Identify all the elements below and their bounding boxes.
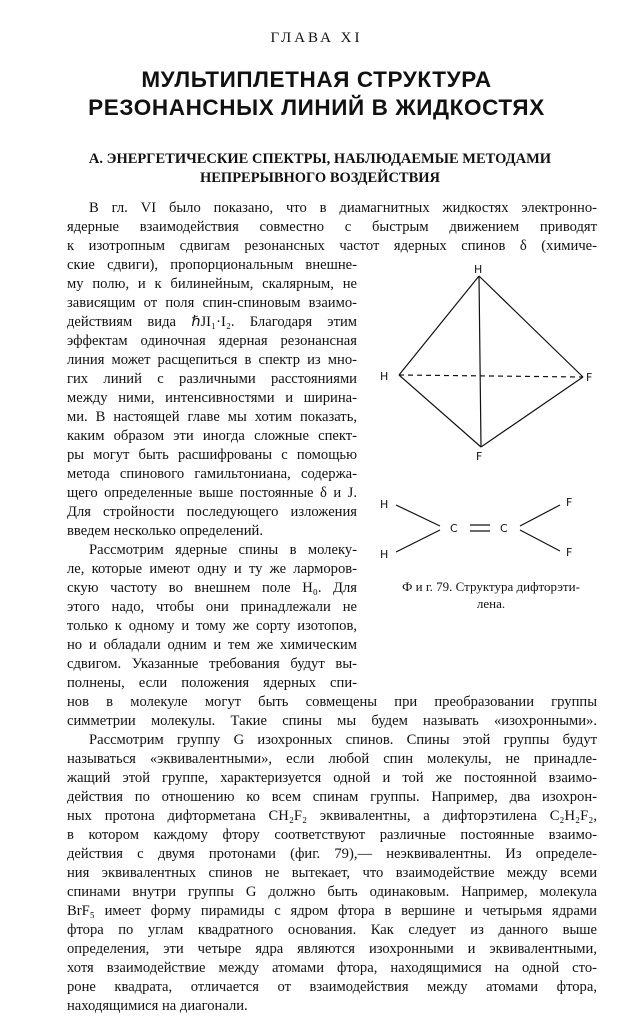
text-line: Для стройности последующего изложения <box>67 504 357 520</box>
section-heading-line: А. ЭНЕРГЕТИЧЕСКИЕ СПЕКТРЫ, НАБЛЮДАЕМЫЕ МЕТОДАМИ <box>88 151 552 167</box>
text-line: только к одному и тому же сорту изотопов, <box>67 618 357 634</box>
atom-label: F <box>566 496 573 509</box>
bond-line <box>520 530 560 551</box>
atom-label: F <box>476 450 483 463</box>
atom-label: C <box>500 522 508 535</box>
text-line: в котором каждому фтору соответствуют различные постоянные взаимо- <box>67 827 597 843</box>
text-line: Рассмотрим группу G изохронных спинов. Спины этой группы будут <box>89 732 597 748</box>
figure-caption <box>380 578 602 612</box>
text-line: щего определенные выше постоянные δ и J. <box>67 485 357 501</box>
text-line: эффектам одиночная ядерная резонансная <box>67 333 357 349</box>
atom-label: H <box>380 548 389 561</box>
text-line: действия по отношению ко всем спинам группы. Например, два изохрон- <box>67 789 597 805</box>
atom-label: H <box>380 498 389 511</box>
text-line: спинами внутри группы G должно быть одинаковым. Например, молекула <box>67 884 597 900</box>
bond-line <box>520 505 560 526</box>
text-line: зависящим от поля спин-спиновым взаимо- <box>67 295 357 311</box>
text-line: находящимися на диагонали. <box>67 998 248 1014</box>
text-line: сдвигом. Указанные требования будут вы- <box>67 656 357 672</box>
pyramid-edge <box>481 377 583 447</box>
figure-caption-line: Ф и г. 79. Структура дифторэти- <box>402 579 580 594</box>
chapter-title-line: МУЛЬТИПЛЕТНАЯ СТРУКТУРА <box>141 67 492 92</box>
text-line: линия может расщепиться в спектр из мно- <box>67 352 357 368</box>
text-line: ми. В настоящей главе мы хотим показать, <box>67 409 357 425</box>
pyramid-hidden-edge <box>399 375 583 377</box>
bond-line <box>396 530 440 552</box>
text-line: называться «эквивалентными», если любой спин молекулы, не принадле- <box>67 751 597 767</box>
difluoroethylene-diagram <box>372 488 600 568</box>
text-line: му полю, и к билинейным, скалярным, не <box>67 276 357 292</box>
pyramid-diagram <box>375 260 600 465</box>
text-line: действия с двумя протонами (фиг. 79),— неэквивалентны. Из определе- <box>67 846 597 862</box>
text-line: ры могут быть расшифрованы с помощью <box>67 447 357 463</box>
text-line: ле, которые имеют одну и ту же ларморов- <box>67 561 357 577</box>
text-line: между ними, интенсивностями и ширина- <box>67 390 357 406</box>
chapter-number: ГЛАВА XI <box>270 30 363 46</box>
text-line: фтора по углам квадратного основания. Как следует из данного выше <box>67 922 597 938</box>
text-line: нов в молекуле могут быть совмещены при преобразовании группы <box>67 694 597 710</box>
pyramid-edge <box>399 375 481 447</box>
text-line: действиям вида ℏJI₁·I₂. Благодаря этим <box>67 314 357 330</box>
bond-line <box>396 505 440 526</box>
chapter-title-line: РЕЗОНАНСНЫХ ЛИНИЙ В ЖИДКОСТЯХ <box>88 95 545 120</box>
text-line: полнены, если положения ядерных спи- <box>67 675 357 691</box>
text-line: метода спинового гамильтониана, содержа- <box>67 466 357 482</box>
text-line: BrF₅ имеет форму пирамиды с ядром фтора в вершине и четырьмя ядрами <box>67 903 597 919</box>
text-line: гих линий с различными расстояниями <box>67 371 357 387</box>
text-line: жащий этой группе, характеризуется одной и той же постоянной взаимо- <box>67 770 597 786</box>
figure-caption-line: лена. <box>476 596 506 611</box>
section-heading-line: НЕПРЕРЫВНОГО ВОЗДЕЙСТВИЯ <box>199 170 441 186</box>
pyramid-edge <box>479 276 481 447</box>
atom-label: H <box>474 263 483 276</box>
text-line: введем несколько определений. <box>67 523 264 539</box>
pyramid-edge <box>399 276 479 375</box>
text-line: определения, эти четыре ядра являются изохронными и эквивалентными, <box>67 941 597 957</box>
text-line: но и обладали одним и тем же химическим <box>67 637 357 653</box>
atom-label: F <box>586 371 593 384</box>
text-line: каким образом эти иногда сложные спект- <box>67 428 357 444</box>
pyramid-edge <box>479 276 583 377</box>
atom-label: F <box>566 546 573 559</box>
section-heading <box>40 150 600 188</box>
atom-label: H <box>380 370 389 383</box>
text-line: роне квадрата, отличается от взаимодействия между атомами фтора, <box>67 979 597 995</box>
text-line: ния эквивалентных спинов не вытекает, что взаимодействие между всеми <box>67 865 597 881</box>
text-line: симметрии молекулы. Такие спины мы будем называть «изохронными». <box>67 713 597 729</box>
atom-label: C <box>450 522 458 535</box>
text-line: В гл. VI было показано, что в диамагнитных жидкостях электронно- <box>89 200 597 216</box>
text-line: ские сдвиги), пропорциональным внешне- <box>67 257 357 273</box>
chapter-title <box>0 66 633 122</box>
text-line: Рассмотрим ядерные спины в молеку- <box>89 542 357 558</box>
text-line: ных протона дифторметана CH₂F₂ эквивалентны, а дифторэтилена C₂H₂F₂, <box>67 808 597 824</box>
text-line: ядерные взаимодействия совместно с быстрым движением приводят <box>67 219 597 235</box>
text-line: этого надо, чтобы они принадлежали не <box>67 599 357 615</box>
text-line: скую частоту во внешнем поле H₀. Для <box>67 580 357 596</box>
text-line: хотя взаимодействие между атомами фтора, находящимися на одной сто- <box>67 960 597 976</box>
text-line: к изотропным сдвигам резонансных частот ядерных спинов δ (химиче- <box>67 238 597 254</box>
